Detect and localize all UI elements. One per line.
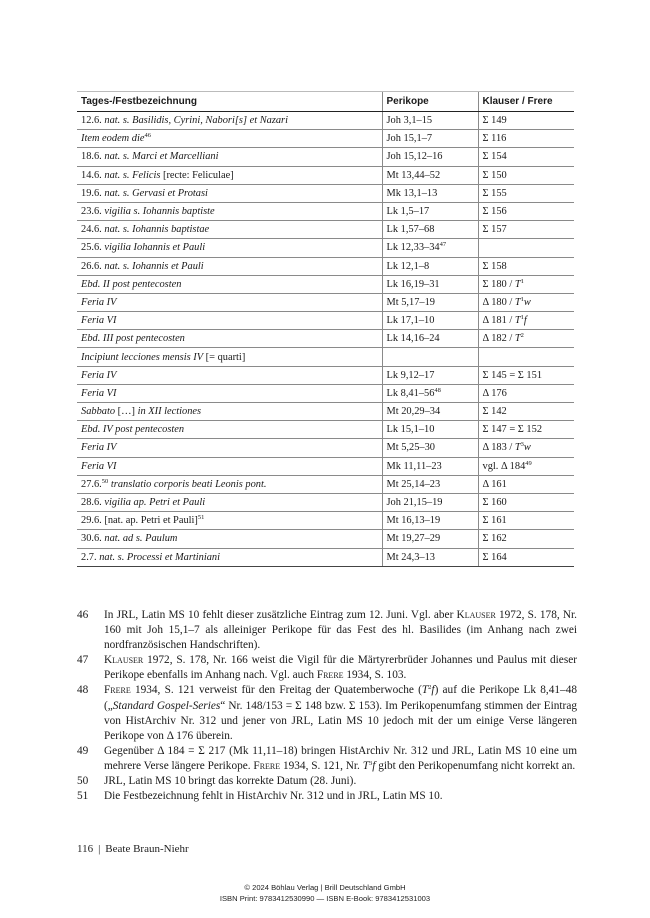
cell-klauser-frere: Σ 147 = Σ 152 [478,421,574,439]
table-row [77,366,574,384]
cell-perikope: Joh 15,12–16 [382,148,478,166]
cell-klauser-frere: Σ 161 [478,512,574,530]
page-footer [77,843,189,855]
table-row [77,221,574,239]
table-row [77,202,574,220]
table-row [77,493,574,511]
table-row [77,148,574,166]
cell-fest: Ebd. II post pentecosten [77,275,382,293]
table-row [77,257,574,275]
cell-fest: 26.6. nat. s. Iohannis et Pauli [77,257,382,275]
cell-fest: 25.6. vigilia Iohannis et Pauli [77,239,382,257]
cell-klauser-frere: Σ 116 [478,130,574,148]
cell-perikope: Joh 3,1–15 [382,112,478,130]
header-perikope: Perikope [382,92,478,112]
cell-perikope: Mt 16,13–19 [382,512,478,530]
cell-fest: Feria IV [77,366,382,384]
copyright-notice [0,883,650,904]
table-row [77,403,574,421]
table-row [77,312,574,330]
cell-klauser-frere [478,348,574,366]
footnote-number: 46 [77,609,89,621]
cell-fest: 24.6. nat. s. Iohannis baptistae [77,221,382,239]
footnote-number: 47 [77,654,89,667]
footnote-50 [77,774,577,789]
page-number: 116 [77,843,94,855]
table-row [77,348,574,366]
cell-perikope: Lk 1,5–17 [382,202,478,220]
cell-fest: 2.7. nat. s. Processi et Martiniani [77,548,382,566]
cell-fest: 18.6. nat. s. Marci et Marcelliani [77,148,382,166]
table-header-row [77,92,574,112]
cell-fest: 27.6.50 translatio corporis beati Leonis pont. [77,475,382,493]
cell-klauser-frere: Σ 164 [478,548,574,566]
table-row [77,475,574,493]
footnote-48 [77,683,577,743]
cell-fest: 30.6. nat. ad s. Paulum [77,530,382,548]
cell-klauser-frere: Σ 162 [478,530,574,548]
cell-klauser-frere: Σ 156 [478,202,574,220]
cell-perikope: Joh 15,1–7 [382,130,478,148]
cell-perikope: Lk 17,1–10 [382,312,478,330]
table-row [77,166,574,184]
cell-fest: 14.6. nat. s. Felicis [recte: Feliculae] [77,166,382,184]
cell-klauser-frere: Δ $181 / T^1f$ [478,312,574,330]
cell-fest: Feria VI [77,312,382,330]
table-row [77,384,574,402]
table-row [77,275,574,293]
cell-perikope: Mt 24,3–13 [382,548,478,566]
cell-perikope: Mt 13,44–52 [382,166,478,184]
cell-fest: Ebd. IV post pentecosten [77,421,382,439]
cell-fest: Feria IV [77,293,382,311]
cell-klauser-frere: Σ 145 = Σ 151 [478,366,574,384]
cell-klauser-frere: Δ 176 [478,384,574,402]
cell-perikope: Joh 21,15–19 [382,493,478,511]
cell-fest: Feria VI [77,384,382,402]
cell-perikope: Mt 19,27–29 [382,530,478,548]
footnote-47 [77,653,577,683]
cell-fest: 29.6. [nat. ap. Petri et Pauli]$^{51}$ [77,512,382,530]
cell-fest: Incipiunt lecciones mensis IV [= quarti] [77,348,382,366]
footnote-51 [77,789,577,804]
cell-klauser-frere: Σ 150 [478,166,574,184]
table-row [77,530,574,548]
cell-perikope: Mk 11,11–23 [382,457,478,475]
cell-klauser-frere: Σ 155 [478,184,574,202]
table-row [77,239,574,257]
table-row [77,112,574,130]
table-row [77,439,574,457]
cell-klauser-frere: Σ 158 [478,257,574,275]
cell-perikope: Mk 13,1–13 [382,184,478,202]
footnote-text: JRL, Latin MS 10 bringt das korrekte Datum (28. Juni). [104,775,357,788]
cell-perikope: Lk 14,16–24 [382,330,478,348]
table-row [77,330,574,348]
cell-fest: 19.6. nat. s. Gervasi et Protasi [77,184,382,202]
table-row [77,293,574,311]
cell-fest: 28.6. vigilia ap. Petri et Pauli [77,493,382,511]
cell-klauser-frere: Σ 142 [478,403,574,421]
table-row [77,512,574,530]
footnote-number: 51 [77,790,89,803]
footnote-text: Gegenüber Δ 184 = Σ 217 (Mk 11,11–18) bringen HistArchiv Nr. 312 und JRL, Latin MS 10 eine um mehrere Verse längere Perikope. Frere 1934, S. 121, Nr. $T^3f$ gibt den Perikopenumfang nicht korrekt an. [104,744,577,772]
cell-perikope: Lk $8,41-56^{48}$ [382,384,478,402]
table-row [77,184,574,202]
header-fest: Tages-/Festbezeichnung [77,92,382,112]
footnote-text: Frere 1934, S. 121 verweist für den Freitag der Quatemberwoche $(T^2f)$ auf die Perikope Lk 8,41–48 („Standard Gospel-Series“ Nr. 148/153 = Σ 148 bzw. Σ 153). Im Perikopenumfang stimmen der Eintrag von HistArchiv Nr. 312 und jener von JRL, Latin MS 10 jedoch mit der um einige Verse längeren Perikope von Δ 176 überein. [104,684,577,742]
cell-fest: Item eodem die$^{46}$ [77,130,382,148]
cell-klauser-frere: Δ $182 / T^2$ [478,330,574,348]
cell-perikope: Mt 20,29–34 [382,403,478,421]
cell-perikope: Lk 16,19–31 [382,275,478,293]
isbn-line: ISBN Print: 9783412530990 — ISBN E-Book: 9783412531003 [219,893,431,903]
cell-fest: Ebd. III post pentecosten [77,330,382,348]
footnote-number: 49 [77,744,89,757]
table-row [77,130,574,148]
table-body [77,112,574,567]
cell-fest: Feria VI [77,457,382,475]
cell-perikope: Lk 9,12–17 [382,366,478,384]
table-row [77,421,574,439]
cell-klauser-frere: Σ 160 [478,493,574,511]
cell-perikope [382,348,478,366]
cell-fest: Feria IV [77,439,382,457]
cell-klauser-frere: Σ 154 [478,148,574,166]
cell-klauser-frere: Σ 157 [478,221,574,239]
cell-perikope: Mt 25,14–23 [382,475,478,493]
footnote-49 [77,744,577,774]
cell-perikope: Lk 1,57–68 [382,221,478,239]
cell-perikope: Lk $12,33-34^{47}$ [382,239,478,257]
cell-klauser-frere: Σ $180 / T^1$ [478,275,574,293]
cell-klauser-frere [478,239,574,257]
cell-perikope: Lk 15,1–10 [382,421,478,439]
cell-klauser-frere: Δ $183 / T^3w$ [478,439,574,457]
cell-klauser-frere: vgl. Δ $184^{49}$ [478,457,574,475]
table-row [77,457,574,475]
cell-perikope: Lk 12,1–8 [382,257,478,275]
cell-fest: 23.6. vigilia s. Iohannis baptiste [77,202,382,220]
cell-klauser-frere: Σ 149 [478,112,574,130]
copyright-line: © 2024 Böhlau Verlag | Brill Deutschland GmbH [244,883,406,892]
cell-perikope: Mt 5,17–19 [382,293,478,311]
footnote-text: Die Festbezeichnung fehlt in HistArchiv Nr. 312 und in JRL, Latin MS 10. [104,790,443,803]
footnote-number: 50 [77,775,89,788]
header-klauser-frere: Klauser / Frere [478,92,574,112]
footnote-46 [77,608,577,653]
running-author: Beate Braun-Niehr [105,843,189,855]
perikope-table [77,91,574,567]
cell-perikope: Mt 5,25–30 [382,439,478,457]
cell-klauser-frere: Δ $180 / T^1w$ [478,293,574,311]
cell-fest: 12.6. nat. s. Basilidis, Cyrini, Nabori[s] et Nazari [77,112,382,130]
footnote-text: In JRL, Latin MS 10 fehlt dieser zusätzliche Eintrag zum 12. Juni. Vgl. aber Klauser 1972, S. 178, Nr. 160 mit Joh 15,1–7 als alleiniger Perikope für das Fest des hl. Basilides (im Anhang nach zwei nordfranzösischen Handschriften). [104,609,577,652]
footnote-text: Klauser 1972, S. 178, Nr. 166 weist die Vigil für die Märtyrerbrüder Johannes und Paulus mit dieser Perikope ebenfalls im Anhang nach. Vgl. auch Frere 1934, S. 103. [104,654,577,682]
footnote-number: 48 [77,684,89,697]
cell-fest: Sabbato […] in XII lectiones [77,403,382,421]
footnotes [77,608,577,804]
footer-separator: | [98,843,101,855]
cell-klauser-frere: Δ 161 [478,475,574,493]
table-row [77,548,574,566]
